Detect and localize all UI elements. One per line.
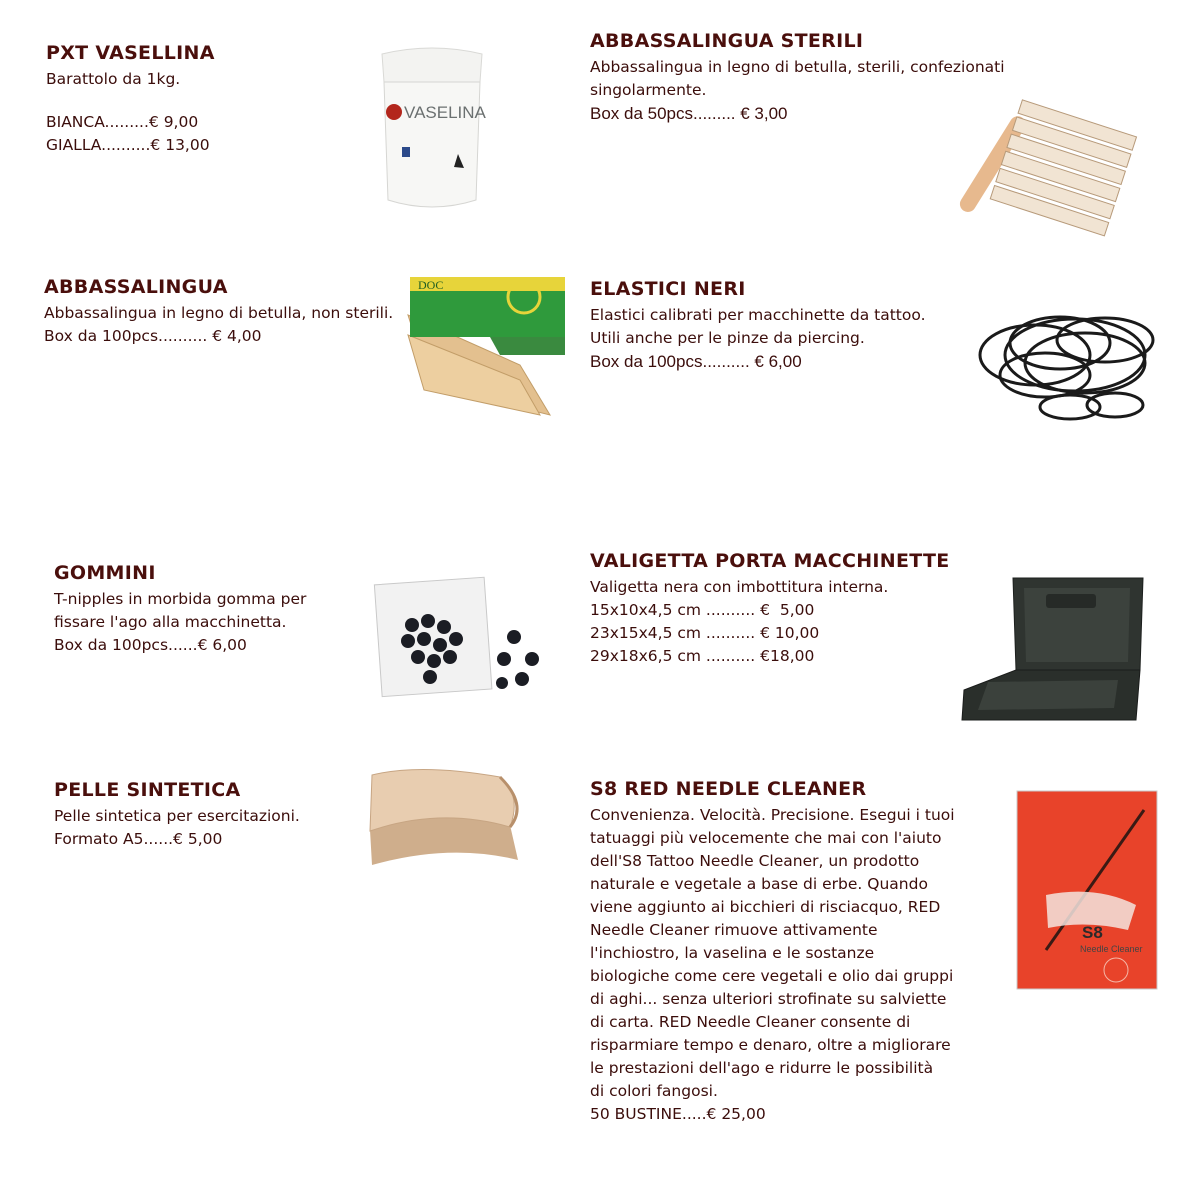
vaselina-jar-image bbox=[372, 42, 492, 212]
product-description: Abbassalingua in legno di betulla, non sterili. bbox=[44, 304, 394, 322]
product-description: Convenienza. Velocità. Precisione. Esegui i tuoi bbox=[590, 806, 955, 824]
machine-case-image bbox=[958, 570, 1148, 730]
product-description: viene aggiunto ai bicchieri di risciacquo, RED bbox=[590, 898, 941, 916]
jar-label: VASELINA bbox=[404, 103, 486, 122]
product-price: Box da 100pcs.......... € 6,00 bbox=[590, 352, 802, 371]
product-description: Utili anche per le pinze da piercing. bbox=[590, 329, 865, 347]
price-23x15: 23x15x4,5 cm .......... € 10,00 bbox=[590, 624, 820, 642]
product-title: PELLE SINTETICA bbox=[54, 779, 241, 801]
product-vasellina bbox=[46, 42, 215, 157]
product-gommini bbox=[54, 562, 306, 657]
product-description: biologiche come cere vegetali e olio dai gruppi bbox=[590, 967, 954, 985]
depressors-box-image bbox=[400, 275, 570, 425]
product-description: fissare l'ago alla macchinetta. bbox=[54, 613, 287, 631]
product-title: ELASTICI NERI bbox=[590, 278, 746, 300]
product-description: di carta. RED Needle Cleaner consente di bbox=[590, 1013, 911, 1031]
product-abbassalingua bbox=[44, 276, 393, 348]
product-title: PXT VASELLINA bbox=[46, 42, 215, 64]
product-description: Needle Cleaner rimuove attivamente bbox=[590, 921, 878, 939]
product-title: VALIGETTA PORTA MACCHINETTE bbox=[590, 550, 950, 572]
product-price: Formato A5......€ 5,00 bbox=[54, 830, 223, 848]
product-description: Abbassalingua in legno di betulla, sterili, confezionati bbox=[590, 58, 1005, 76]
product-title: ABBASSALINGUA bbox=[44, 276, 228, 298]
product-description: Elastici calibrati per macchinette da tattoo. bbox=[590, 306, 926, 324]
product-abbassalingua-sterili bbox=[590, 30, 1005, 125]
product-description: Pelle sintetica per esercitazioni. bbox=[54, 807, 300, 825]
product-description: risparmiare tempo e denaro, oltre a migliorare bbox=[590, 1036, 951, 1054]
product-description: T-nipples in morbida gomma per bbox=[54, 590, 307, 608]
s8-packet-image bbox=[1016, 790, 1158, 990]
product-description: l'inchiostro, la vaselina e le sostanze bbox=[590, 944, 875, 962]
product-description: di colori fangosi. bbox=[590, 1082, 718, 1100]
packet-label: S8 bbox=[1082, 923, 1103, 942]
packet-sub: Needle Cleaner bbox=[1080, 944, 1143, 954]
product-price: Box da 100pcs.......... € 4,00 bbox=[44, 327, 262, 345]
product-description: Valigetta nera con imbottitura interna. bbox=[590, 578, 889, 596]
product-description: di aghi... senza ulteriori strofinate su salviette bbox=[590, 990, 947, 1008]
product-price: 50 BUSTINE.....€ 25,00 bbox=[590, 1105, 766, 1123]
price-gialla: GIALLA..........€ 13,00 bbox=[46, 136, 210, 154]
price-bianca: BIANCA.........€ 9,00 bbox=[46, 113, 199, 131]
price-15x10: 15x10x4,5 cm .......... € 5,00 bbox=[590, 601, 815, 619]
product-elastici-neri bbox=[590, 278, 926, 373]
product-valigetta bbox=[590, 550, 950, 668]
synthetic-skin-image bbox=[360, 765, 530, 875]
price-29x18: 29x18x6,5 cm .......... €18,00 bbox=[590, 647, 815, 665]
product-price: Box da 100pcs......€ 6,00 bbox=[54, 636, 247, 654]
product-price: Box da 50pcs......... € 3,00 bbox=[590, 104, 788, 123]
product-title: ABBASSALINGUA STERILI bbox=[590, 30, 864, 52]
rubber-bands-image bbox=[965, 295, 1185, 430]
product-description: Barattolo da 1kg. bbox=[46, 70, 181, 88]
product-description: naturale e vegetale a base di erbe. Quando bbox=[590, 875, 928, 893]
sterile-depressors-image bbox=[944, 96, 1144, 246]
product-pelle-sintetica bbox=[54, 779, 300, 851]
product-title: S8 RED NEEDLE CLEANER bbox=[590, 778, 867, 800]
product-s8-cleaner bbox=[590, 778, 955, 1126]
t-nipples-bag-image bbox=[372, 575, 557, 700]
product-title: GOMMINI bbox=[54, 562, 156, 584]
product-description: dell'S8 Tattoo Needle Cleaner, un prodotto bbox=[590, 852, 920, 870]
product-description: singolarmente. bbox=[590, 81, 707, 99]
product-description: tatuaggi più velocemente che mai con l'aiuto bbox=[590, 829, 942, 847]
product-description: le prestazioni dell'ago e ridurre le possibilità bbox=[590, 1059, 934, 1077]
box-label: DOC bbox=[418, 278, 444, 292]
